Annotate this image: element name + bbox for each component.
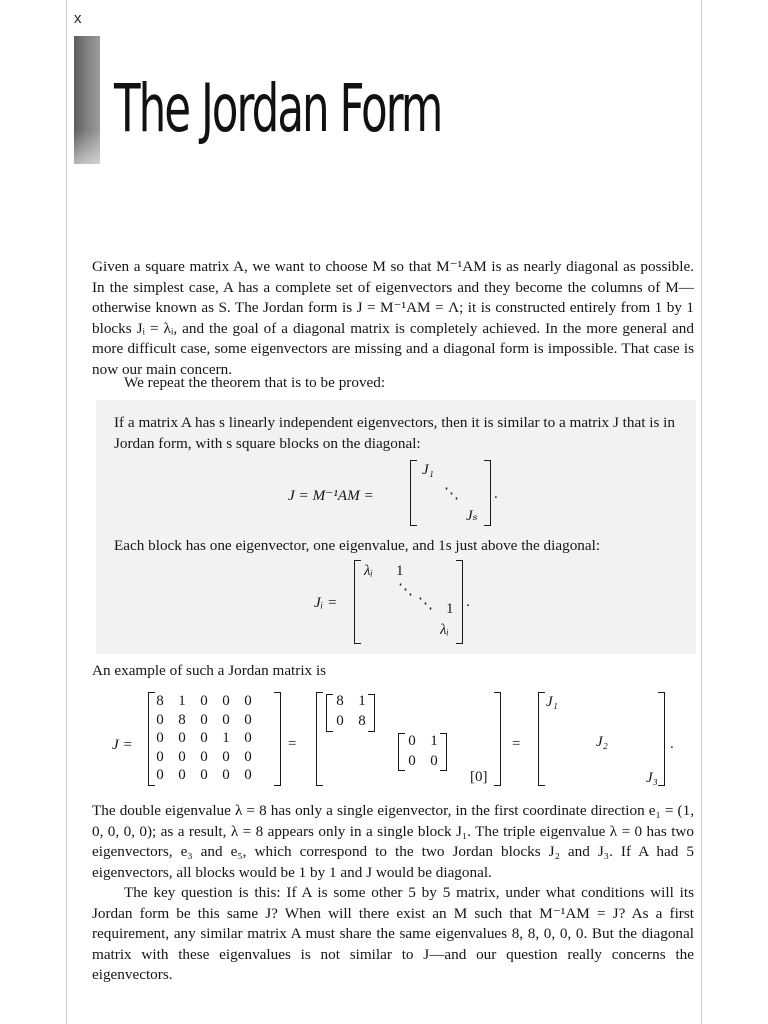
- eq2-entry-dots-1: ⋱: [398, 582, 413, 598]
- eq2-lhs: Jᵢ =: [314, 594, 338, 611]
- block1-right-bracket: [368, 694, 375, 732]
- eq2-entry-lambda-2: λᵢ: [440, 622, 449, 638]
- matrix-cell: 0: [200, 767, 208, 783]
- eq2-entry-one-1: 1: [396, 563, 404, 579]
- intro-paragraph: Given a square matrix A, we want to choose M so that M⁻¹AM is as nearly diagonal as possible. In the simplest case, A has a complete set of eigenvectors and they become the columns of M—otherwise known as S. The Jordan form is J = M⁻¹AM = Λ; it is constructed entirely from 1 by 1 blocks Jᵢ = λᵢ, and the goal of a diagonal matrix is completely achieved. In the more general and more difficult case, some eigenvectors are missing and a diagonal form is impossible. That case is now our main concern.: [92, 258, 694, 378]
- matrix-cell: 0: [244, 767, 252, 783]
- matrix-cell: 0: [178, 730, 186, 746]
- blocks-left-bracket: [538, 692, 545, 786]
- theorem-block-line: Each block has one eigenvector, one eigenvalue, and 1s just above the diagonal:: [114, 537, 601, 554]
- eq1-lhs: J = M⁻¹AM =: [288, 487, 374, 504]
- eq1-period: .: [494, 486, 498, 502]
- block1-cell: 8: [358, 713, 366, 729]
- eq2-period: .: [466, 594, 470, 610]
- eq1-entry-dots: ⋱: [444, 486, 459, 502]
- matrix-cell: 1: [222, 730, 230, 746]
- equals-1: =: [288, 736, 297, 752]
- eq1-entry-js: Jₛ: [466, 508, 478, 524]
- matrix-cell: 0: [244, 711, 252, 728]
- block-label-j2: J₂: [596, 734, 608, 750]
- block-label-j1: J₁: [546, 694, 558, 710]
- matrix-cell: 0: [222, 767, 230, 783]
- block2-cell: 0: [430, 753, 438, 769]
- matrix-cell: 8: [178, 711, 186, 728]
- matrix-right-bracket: [274, 692, 281, 786]
- matrix-cell: 0: [222, 711, 230, 728]
- matrix-cell: 0: [222, 748, 230, 765]
- eq1-entry-j1: J₁: [422, 462, 434, 478]
- matrix-cell: 0: [156, 711, 164, 728]
- theorem-statement: If a matrix A has s linearly independent eigenvectors, then it is similar to a matrix J that is in Jordan form, with s square blocks on the diagonal:: [114, 414, 675, 452]
- block3-cell: [0]: [470, 769, 488, 785]
- eq1-left-bracket: [410, 460, 417, 526]
- after-text: [92, 801, 694, 986]
- matrix-cell: 0: [178, 767, 186, 783]
- matrix-cell: 0: [156, 748, 164, 765]
- matrix-cell: 0: [244, 693, 252, 709]
- matrix-cell: 1: [178, 693, 186, 709]
- after-paragraph-2: The key question is this: If A is some other 5 by 5 matrix, under what conditions will its Jordan form be this same J? When will there exist an M such that M⁻¹AM = J? As a first requirement, any similar matrix A must share the same eigenvalues 8, 8, 0, 0, 0. But the diagonal matrix with these eigenvalues is not similar to J—and our question really concerns the eigenvectors.: [92, 884, 694, 983]
- eq2-entry-dots-2: ⋱: [418, 596, 433, 612]
- eq1-right-bracket: [484, 460, 491, 526]
- repeat-line: We repeat the theorem that is to be proved:: [124, 374, 386, 391]
- block2-cell: 1: [430, 733, 438, 749]
- matrix-cell: 0: [200, 748, 208, 765]
- block-form-left-bracket: [316, 692, 323, 786]
- matrix-cell: 0: [244, 730, 252, 746]
- block-form-right-bracket: [494, 692, 501, 786]
- block2-right-bracket: [440, 733, 447, 771]
- eq2-entry-lambda-1: λᵢ: [364, 563, 373, 579]
- block1-cell: 8: [336, 693, 344, 709]
- matrix-cell: 0: [200, 730, 208, 746]
- block1-cell: 0: [336, 713, 344, 729]
- block2-left-bracket: [398, 733, 405, 771]
- after-paragraph-1: The double eigenvalue λ = 8 has only a single eigenvector, in the first coordinate direction e₁ = (1, 0, 0, 0, 0); as a result, λ = 8 appears only in a single block J₁. The triple eigenvalue λ = 0 has two eigenvectors, e₃ and e₅, which correspond to the two Jordan blocks J₂ and J₃. If A had 5 eigenvectors, all blocks would be 1 by 1 and J would be diagonal.: [92, 802, 694, 881]
- blocks-right-bracket: [658, 692, 665, 786]
- chapter-title: The Jordan Form: [114, 70, 442, 147]
- block2-cell: 0: [408, 753, 416, 769]
- matrix-cell: 0: [200, 693, 208, 709]
- chapter-marker-bar: [74, 36, 100, 164]
- matrix-cell: 0: [244, 748, 252, 765]
- example-line: An example of such a Jordan matrix is: [92, 662, 327, 679]
- eq2-left-bracket: [354, 560, 361, 644]
- matrix-cell: 0: [156, 767, 164, 783]
- matrix-cell: 8: [156, 693, 164, 709]
- example-lhs: J =: [112, 736, 133, 753]
- block1-cell: 1: [358, 693, 366, 709]
- equals-2: =: [512, 736, 521, 752]
- matrix-cell: 0: [178, 748, 186, 765]
- eq2-entry-one-2: 1: [446, 601, 454, 617]
- matrix-cell: 0: [200, 711, 208, 728]
- matrix-cell: 0: [222, 693, 230, 709]
- eq2-right-bracket: [456, 560, 463, 644]
- page-number: x: [74, 10, 82, 27]
- matrix-cell: 0: [156, 730, 164, 746]
- block1-left-bracket: [326, 694, 333, 732]
- example-period: .: [670, 736, 674, 752]
- block2-cell: 0: [408, 733, 416, 749]
- block-label-j3: J₃: [646, 770, 658, 786]
